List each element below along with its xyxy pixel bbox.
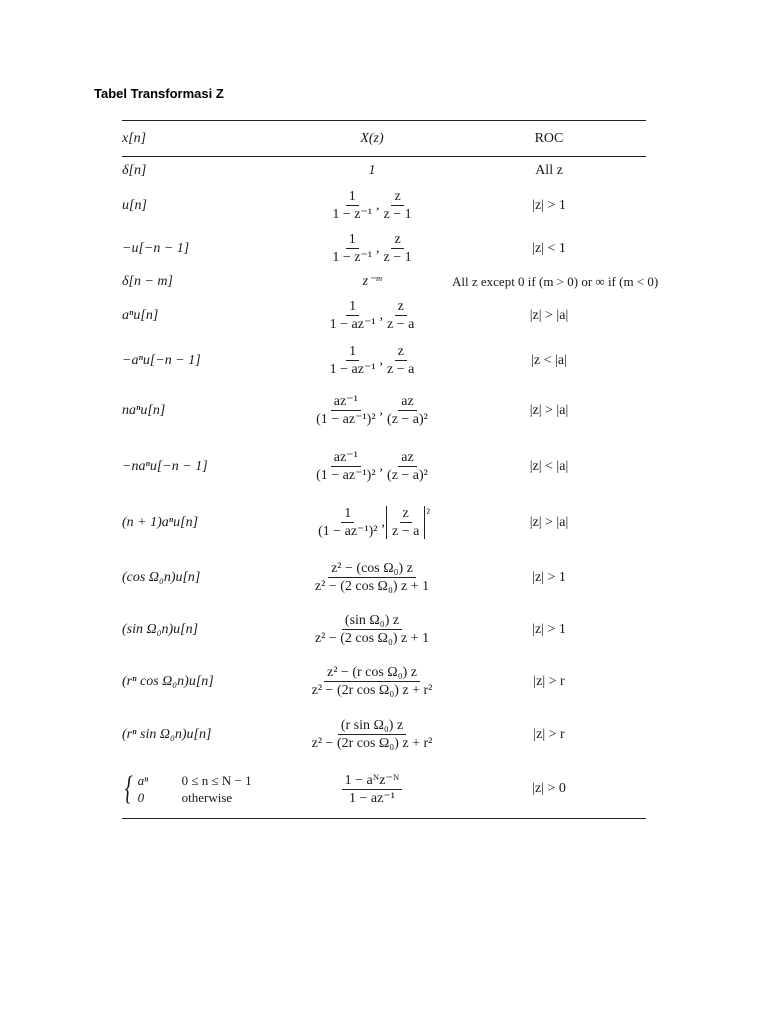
- numerator: z² − (cos Ω₀) z: [328, 561, 416, 578]
- numerator: 1: [346, 299, 359, 316]
- table-row: [122, 761, 646, 819]
- fraction: [384, 450, 431, 483]
- roc-cell: |z| < |a|: [529, 458, 569, 474]
- numerator: 1 − aᴺz⁻ᴺ: [342, 773, 403, 790]
- denominator: z² − (2r cos Ω₀) z + r²: [311, 736, 433, 751]
- transform-cell: [292, 605, 452, 655]
- fraction: [381, 189, 415, 222]
- table-body: [122, 157, 659, 819]
- fraction: [315, 506, 380, 539]
- denominator: z − a: [392, 524, 420, 539]
- fraction: [386, 506, 425, 539]
- table-row: [122, 655, 646, 709]
- numerator: 1: [346, 344, 359, 361]
- roc-cell: |z| > 0: [452, 761, 646, 819]
- denominator: z − 1: [383, 250, 412, 265]
- denominator: (z − a)²: [387, 412, 428, 427]
- roc-cell: |z| > r: [533, 726, 565, 742]
- fraction: [313, 450, 378, 483]
- denominator: 1 − az⁻¹: [329, 362, 376, 377]
- signal-cell: naⁿu[n]: [122, 402, 166, 418]
- table-row: [122, 605, 646, 655]
- table-row: [122, 495, 646, 551]
- fraction: [329, 232, 375, 265]
- transform-cell: [292, 383, 452, 439]
- comma-separator: ,: [379, 458, 384, 474]
- transform-cell: [292, 655, 452, 709]
- table-row: [122, 157, 646, 185]
- exponent: ²: [426, 506, 430, 520]
- transform-cell: [292, 271, 452, 293]
- numerator: z: [391, 189, 403, 206]
- denominator: z − 1: [383, 207, 412, 222]
- case-value: 0: [137, 790, 145, 806]
- fraction: [327, 344, 379, 377]
- denominator: (1 − az⁻¹)²: [318, 524, 378, 539]
- numerator: z: [395, 344, 407, 361]
- comma-separator: ,: [379, 352, 384, 368]
- denominator: (z − a)²: [387, 468, 428, 483]
- numerator: 1: [346, 189, 359, 206]
- transform-cell: [292, 761, 452, 819]
- table-row: [122, 271, 646, 293]
- signal-cell: δ[n]: [122, 162, 147, 178]
- fraction: [312, 561, 432, 594]
- fraction: [309, 665, 436, 698]
- numerator: 1: [341, 506, 354, 523]
- roc-cell: |z| > r: [533, 673, 565, 689]
- comma-separator: ,: [376, 240, 380, 256]
- numerator: 1: [346, 232, 359, 249]
- piecewise-case: [138, 789, 252, 806]
- fraction: [342, 773, 403, 806]
- fraction: [384, 344, 417, 377]
- denominator: 1 − az⁻¹: [329, 317, 376, 332]
- roc-cell: All z except 0 if (m > 0) or ∞ if (m < 0): [452, 273, 659, 289]
- table-header-row: [122, 121, 646, 157]
- signal-cell: (cos Ω₀n)u[n]: [122, 569, 201, 585]
- comma-separator: ,: [381, 514, 385, 530]
- fraction: [309, 718, 436, 751]
- numerator: az⁻¹: [331, 450, 361, 467]
- header-transform: X(z): [292, 121, 452, 157]
- table-row: [122, 227, 646, 271]
- fraction: [384, 299, 417, 332]
- signal-cell: −naⁿu[−n − 1]: [122, 458, 208, 474]
- table-row: [122, 185, 646, 227]
- fraction: [327, 299, 379, 332]
- numerator: (sin Ω₀) z: [342, 613, 402, 630]
- numerator: az⁻¹: [331, 394, 361, 411]
- roc-cell: |z| > 1: [532, 197, 566, 213]
- signal-cell: [122, 761, 292, 819]
- fraction: [313, 394, 378, 427]
- denominator: 1 − z⁻¹: [332, 250, 373, 265]
- roc-cell: |z| > 1: [532, 569, 566, 585]
- numerator: az: [398, 450, 416, 467]
- signal-cell: −u[−n − 1]: [122, 240, 190, 256]
- roc-cell: |z| > |a|: [529, 307, 569, 323]
- signal-cell: u[n]: [122, 197, 147, 213]
- denominator: (1 − az⁻¹)²: [316, 412, 376, 427]
- transform-value: 1: [368, 162, 376, 178]
- signal-cell: (rⁿ sin Ω₀n)u[n]: [122, 726, 212, 742]
- signal-cell: (n + 1)aⁿu[n]: [122, 514, 199, 530]
- case-condition: 0 ≤ n ≤ N − 1: [181, 773, 252, 789]
- fraction: [381, 232, 415, 265]
- piecewise-signal: [122, 772, 252, 806]
- denominator: 1 − z⁻¹: [332, 207, 373, 222]
- numerator: (r sin Ω₀) z: [338, 718, 406, 735]
- table-row: [122, 709, 646, 761]
- numerator: az: [398, 394, 416, 411]
- table-row: [122, 439, 646, 495]
- signal-cell: (rⁿ cos Ω₀n)u[n]: [122, 673, 214, 689]
- denominator: (1 − az⁻¹)²: [316, 468, 376, 483]
- case-condition: otherwise: [181, 790, 233, 806]
- transform-cell: [292, 293, 452, 339]
- roc-cell: |z| > |a|: [529, 514, 569, 530]
- fraction: [384, 394, 431, 427]
- comma-separator: ,: [379, 402, 384, 418]
- comma-separator: ,: [379, 307, 384, 323]
- roc-cell: |z < |a|: [531, 352, 567, 368]
- roc-cell: |z| > |a|: [529, 402, 569, 418]
- case-value: aⁿ: [137, 773, 149, 789]
- denominator: 1 − az⁻¹: [349, 790, 395, 806]
- roc-cell: |z| < 1: [532, 240, 566, 256]
- header-signal: x[n]: [122, 121, 292, 157]
- header-roc: ROC: [452, 121, 646, 157]
- piecewise-cases: [138, 772, 252, 806]
- table-row: [122, 339, 646, 383]
- table-row: [122, 551, 646, 605]
- numerator: z: [400, 506, 412, 523]
- denominator: z² − (2r cos Ω₀) z + r²: [311, 683, 433, 698]
- denominator: z − a: [387, 317, 415, 332]
- brace-symbol: {: [124, 770, 133, 808]
- comma-separator: ,: [376, 197, 380, 213]
- signal-cell: aⁿu[n]: [122, 307, 159, 323]
- roc-cell: |z| > 1: [532, 621, 566, 637]
- transform-cell: [292, 551, 452, 605]
- piecewise-case: [138, 772, 252, 789]
- transform-cell: [292, 709, 452, 761]
- numerator: z: [395, 299, 407, 316]
- table-row: [122, 293, 646, 339]
- numerator: z² − (r cos Ω₀) z: [324, 665, 420, 682]
- fraction: [312, 613, 432, 646]
- table-row: [122, 383, 646, 439]
- z-transform-table: [122, 120, 659, 819]
- signal-cell: δ[n − m]: [122, 273, 173, 289]
- transform-cell: [292, 227, 452, 271]
- transform-value: z⁻ᵐ: [362, 274, 382, 289]
- transform-cell: [292, 157, 452, 185]
- fraction: [329, 189, 375, 222]
- roc-cell: All z: [535, 162, 563, 178]
- transform-cell: [292, 185, 452, 227]
- numerator: z: [391, 232, 403, 249]
- denominator: z − a: [387, 362, 415, 377]
- transform-cell: [292, 439, 452, 495]
- denominator: z² − (2 cos Ω₀) z + 1: [314, 579, 430, 594]
- denominator: z² − (2 cos Ω₀) z + 1: [314, 631, 430, 646]
- transform-cell: [292, 495, 452, 551]
- signal-cell: (sin Ω₀n)u[n]: [122, 621, 199, 637]
- signal-cell: −aⁿu[−n − 1]: [122, 352, 201, 368]
- document-title: Tabel Transformasi Z: [94, 86, 224, 101]
- transform-cell: [292, 339, 452, 383]
